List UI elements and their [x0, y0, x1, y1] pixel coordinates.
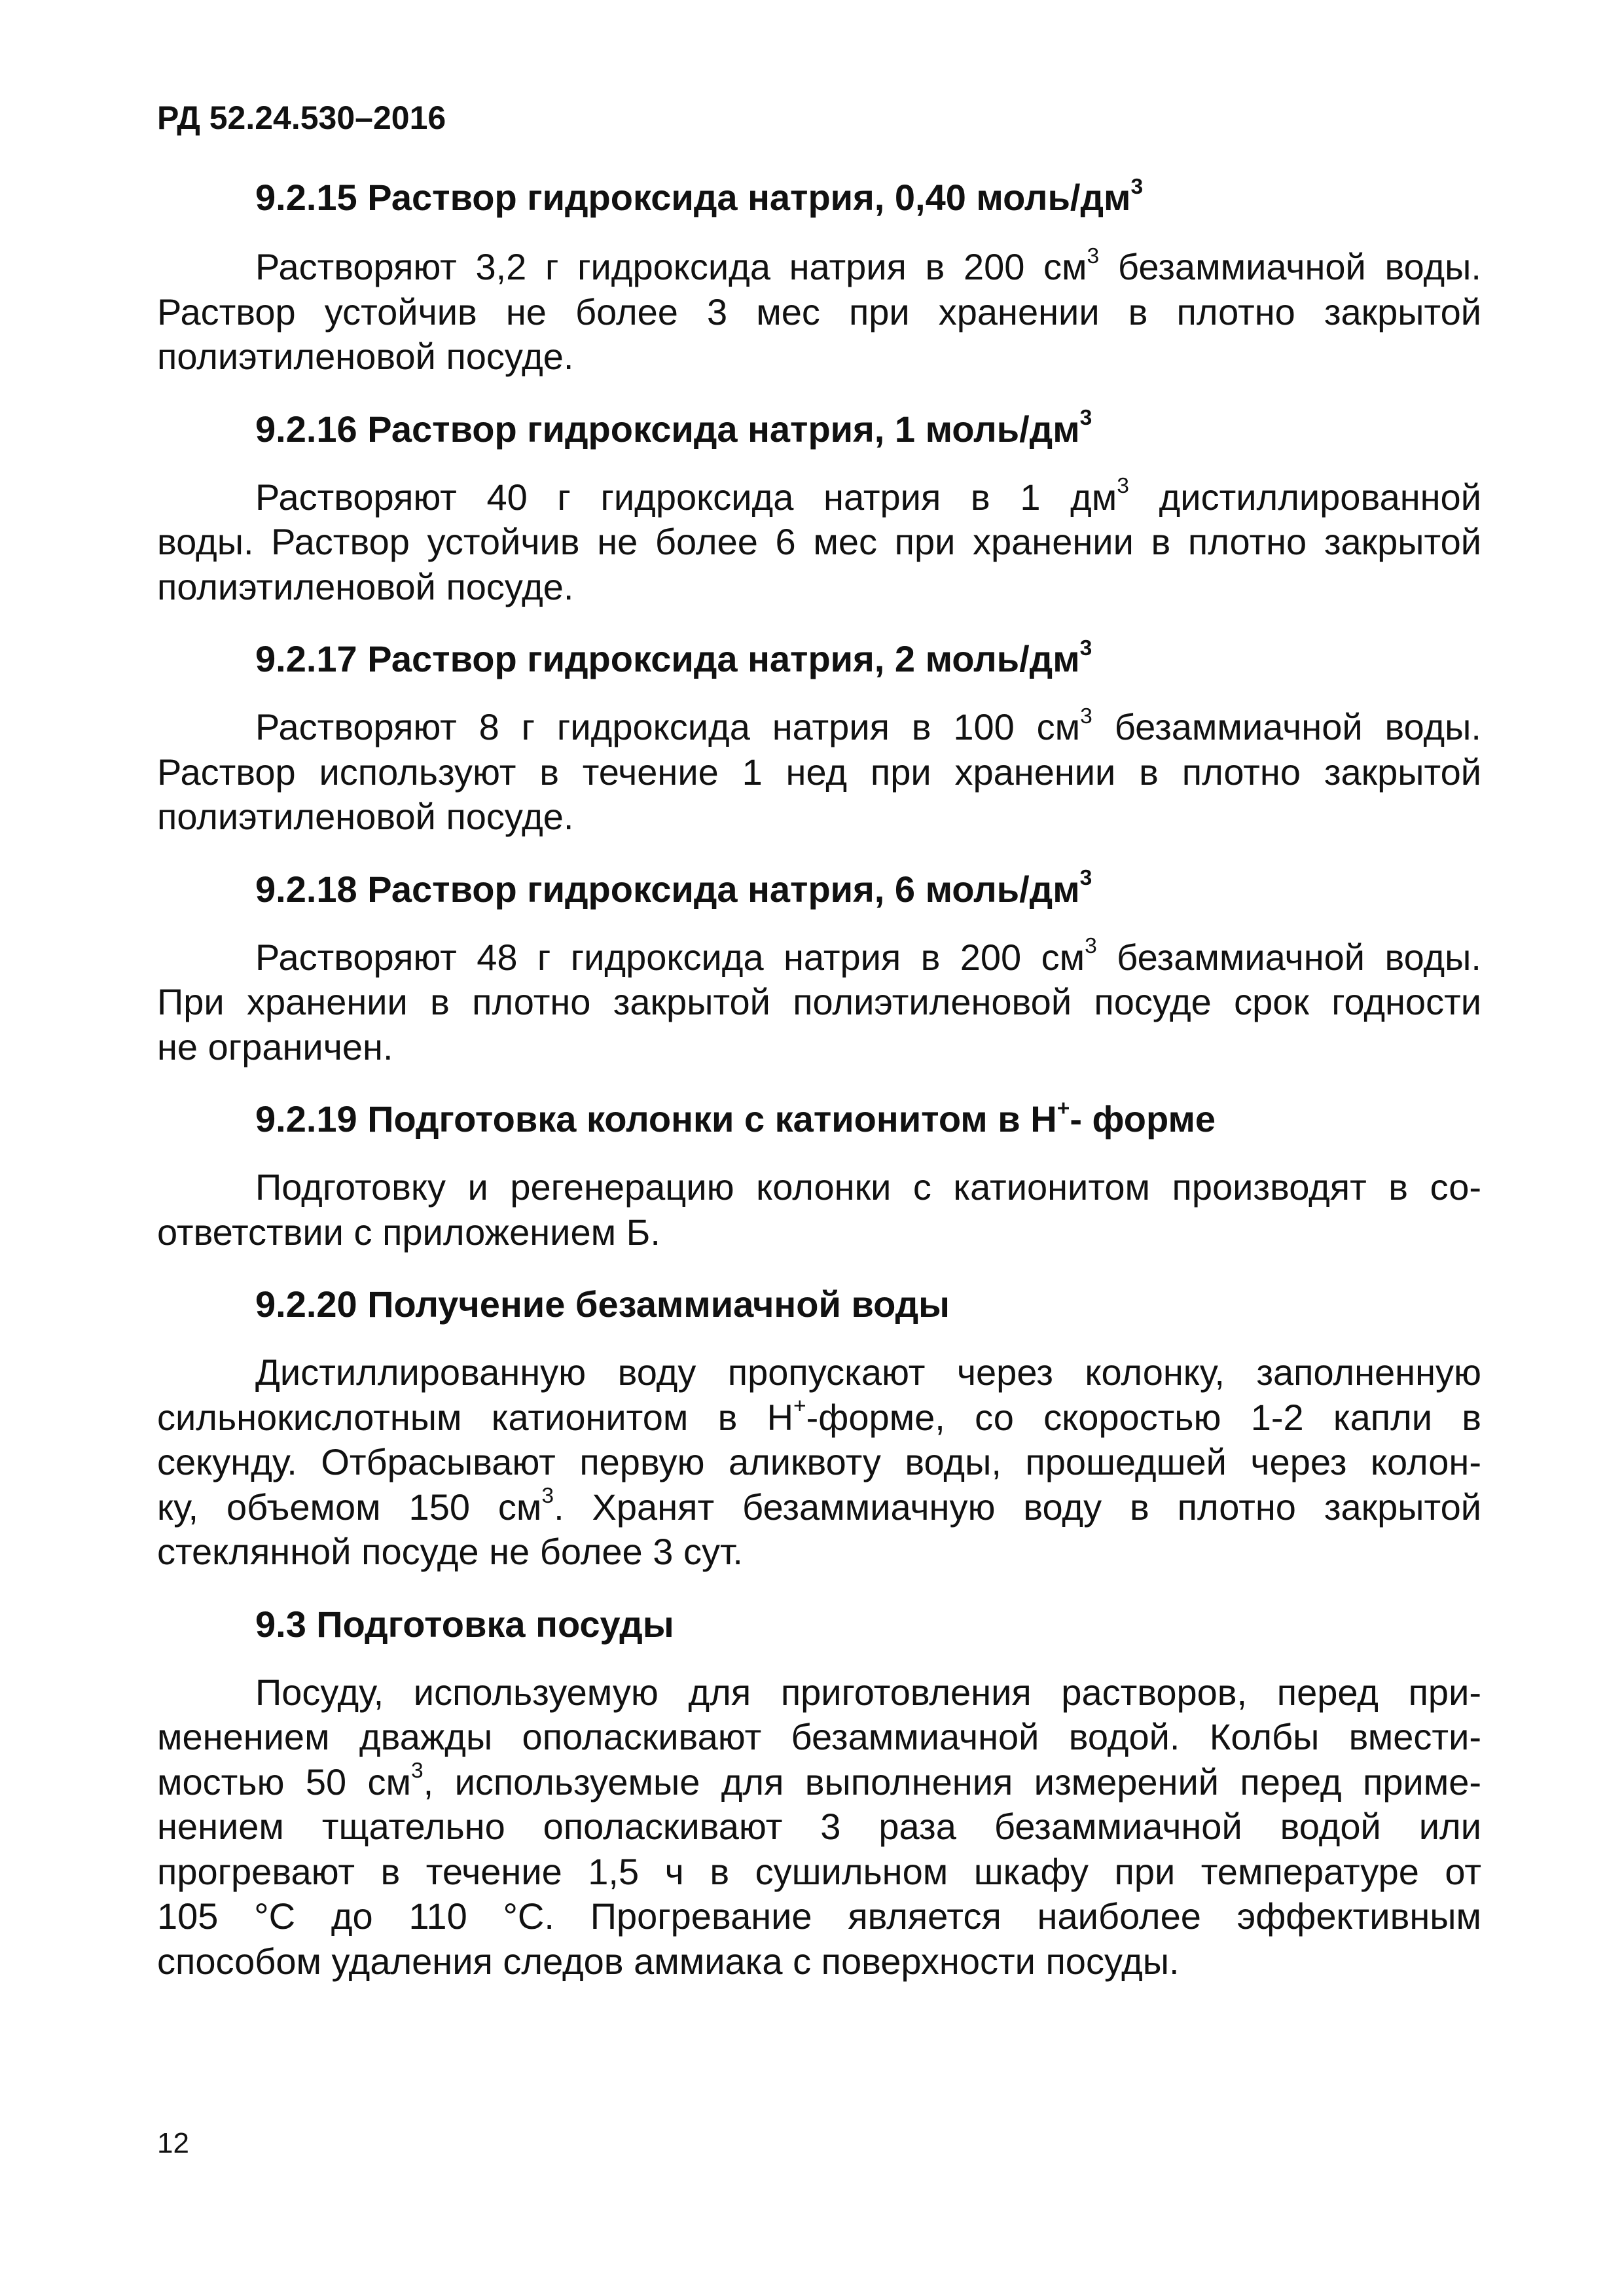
- text-run: мостью 50 см: [157, 1761, 411, 1803]
- superscript: 3: [1117, 474, 1129, 499]
- text-line: [157, 795, 1481, 840]
- text-run: Растворяют 3,2 г гидроксида натрия в 200 см: [255, 246, 1087, 287]
- text-run: -форме, со скоростью 1-2 капли в: [806, 1396, 1482, 1438]
- text-run: сильнокислотным катионитом в H: [157, 1396, 794, 1438]
- text-run: - форме: [1070, 1098, 1216, 1139]
- text-line: [157, 980, 1481, 1025]
- section-paragraph: [157, 1350, 1481, 1575]
- superscript: +: [793, 1394, 806, 1419]
- superscript: 3: [1087, 243, 1100, 268]
- text-run: 105 °С до 110 °С. Прогревание является наиболее эффективным: [157, 1895, 1481, 1937]
- text-line: [157, 935, 1481, 980]
- section-heading: [157, 175, 1481, 220]
- text-run: Растворяют 48 г гидроксида натрия в 200 см: [255, 936, 1085, 978]
- page-number: 12: [157, 2127, 189, 2159]
- section-heading: [157, 637, 1481, 681]
- text-run: полиэтиленовой посуде.: [157, 565, 574, 607]
- text-run: Раствор устойчив не более 3 мес при хранении в плотно закрытой: [157, 291, 1481, 332]
- superscript: 3: [1079, 866, 1092, 891]
- text-run: Посуду, используемую для приготовления растворов, перед при-: [255, 1671, 1481, 1713]
- text-line: [157, 1165, 1481, 1210]
- text-run: дистиллированной: [1128, 476, 1481, 518]
- section-heading: [157, 867, 1481, 912]
- text-line: [157, 290, 1481, 335]
- text-run: Раствор используют в течение 1 нед при хранении в плотно закрытой: [157, 751, 1481, 793]
- superscript: 3: [1079, 406, 1092, 431]
- text-run: Подготовку и регенерацию колонки с катионитом производят в со-: [255, 1166, 1481, 1208]
- text-run: способом удаления следов аммиака с поверхности посуды.: [157, 1940, 1180, 1982]
- text-line: [157, 1530, 1481, 1575]
- superscript: 3: [541, 1484, 554, 1509]
- text-line: [157, 1210, 1481, 1255]
- superscript: 3: [1130, 174, 1144, 199]
- text-line: [157, 1350, 1481, 1395]
- section-paragraph: [157, 1165, 1481, 1255]
- text-line: [157, 1395, 1481, 1441]
- text-run: 9.3 Подготовка посуды: [255, 1603, 674, 1645]
- text-run: не ограничен.: [157, 1026, 393, 1067]
- section-paragraph: [157, 245, 1481, 380]
- text-run: 9.2.17 Раствор гидроксида натрия, 2 моль/дм: [255, 638, 1080, 679]
- text-run: ку, объемом 150 см: [157, 1486, 542, 1528]
- text-run: прогревают в течение 1,5 ч в сушильном шкафу при температуре от: [157, 1850, 1481, 1892]
- text-line: [157, 1804, 1481, 1850]
- superscript: 3: [410, 1759, 424, 1784]
- text-line: [157, 1760, 1481, 1805]
- text-line: [157, 245, 1481, 290]
- text-run: Дистиллированную воду пропускают через колонку, заполненную: [255, 1352, 1481, 1393]
- section-paragraph: [157, 705, 1481, 840]
- text-run: При хранении в плотно закрытой полиэтиленовой посуде срок годности: [157, 981, 1481, 1022]
- text-line: [157, 1715, 1481, 1760]
- section-heading: [157, 1602, 1481, 1647]
- text-run: Растворяют 40 г гидроксида натрия в 1 дм: [255, 476, 1117, 518]
- text-line: [157, 1440, 1481, 1485]
- superscript: 3: [1080, 704, 1092, 728]
- text-run: стеклянной посуде не более 3 сут.: [157, 1531, 743, 1572]
- text-line: [157, 750, 1481, 795]
- section-paragraph: [157, 935, 1481, 1070]
- text-run: 9.2.18 Раствор гидроксида натрия, 6 моль/дм: [255, 868, 1080, 910]
- section-heading: [157, 407, 1481, 452]
- text-run: ответствии с приложением Б.: [157, 1211, 660, 1253]
- text-run: 9.2.20 Получение безаммиачной воды: [255, 1283, 950, 1325]
- text-run: безаммиачной воды.: [1092, 706, 1481, 747]
- text-run: , используемые для выполнения измерений перед приме-: [423, 1761, 1481, 1803]
- section-paragraph: [157, 1670, 1481, 1984]
- section-heading: [157, 1097, 1481, 1141]
- text-run: полиэтиленовой посуде.: [157, 336, 574, 377]
- text-run: безаммиачной воды.: [1099, 246, 1481, 287]
- text-run: 9.2.19 Подготовка колонки с катионитом в H: [255, 1098, 1057, 1139]
- text-line: [157, 1025, 1481, 1070]
- text-run: менением дважды ополаскивают безаммиачной водой. Колбы вмести-: [157, 1716, 1481, 1757]
- text-run: 9.2.16 Раствор гидроксида натрия, 1 моль/дм: [255, 408, 1080, 450]
- text-run: 9.2.15 Раствор гидроксида натрия, 0,40 моль/дм: [255, 177, 1131, 218]
- text-line: [157, 520, 1481, 565]
- text-run: нением тщательно ополаскивают 3 раза безаммиачной водой или: [157, 1806, 1481, 1847]
- text-run: воды. Раствор устойчив не более 6 мес при хранении в плотно закрытой: [157, 521, 1481, 562]
- superscript: +: [1056, 1096, 1070, 1121]
- document-body: [157, 175, 1481, 1984]
- text-line: [157, 475, 1481, 520]
- text-line: [157, 334, 1481, 380]
- superscript: 3: [1085, 934, 1097, 959]
- text-line: [157, 1939, 1481, 1984]
- text-line: [157, 1850, 1481, 1895]
- text-run: секунду. Отбрасывают первую аликвоту воды, прошедшей через колон-: [157, 1441, 1481, 1482]
- document-code: РД 52.24.530–2016: [157, 99, 446, 136]
- text-line: [157, 1894, 1481, 1939]
- document-page: [157, 98, 1481, 1984]
- text-line: [157, 705, 1481, 750]
- section-heading: [157, 1282, 1481, 1327]
- text-run: . Хранят безаммиачную воду в плотно закрытой: [554, 1486, 1482, 1528]
- superscript: 3: [1079, 636, 1092, 660]
- section-paragraph: [157, 475, 1481, 610]
- text-line: [157, 1670, 1481, 1715]
- text-line: [157, 1485, 1481, 1530]
- text-run: полиэтиленовой посуде.: [157, 796, 574, 837]
- text-line: [157, 565, 1481, 610]
- text-run: безаммиачной воды.: [1096, 936, 1481, 978]
- text-run: Растворяют 8 г гидроксида натрия в 100 см: [255, 706, 1081, 747]
